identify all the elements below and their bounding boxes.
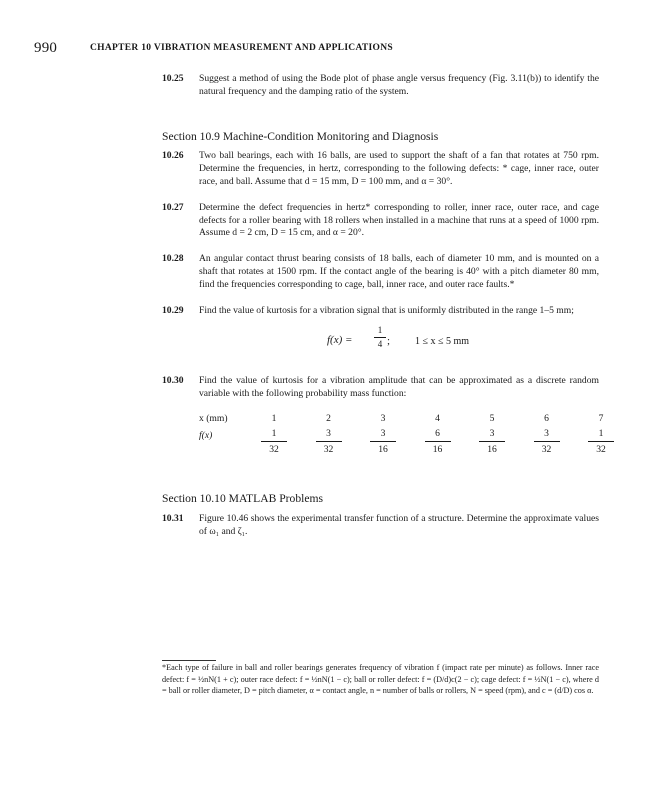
f-value-cell xyxy=(532,428,562,455)
problem-text: An angular contact thrust bearing consists of 18 balls, each of diameter 10 mm, and is mounted on a shaft that rotates at 1500 rpm. If the contact angle of the bearing is 40° with a pitch diameter 80 mm, find the frequencies corresponding to cage, ball, inner race, and outer race faults.* xyxy=(199,253,599,290)
f-denominator: 32 xyxy=(596,443,606,455)
f-denominator: 32 xyxy=(541,443,552,455)
f-fraction-bar xyxy=(261,441,287,442)
fraction-numerator: 1 xyxy=(377,325,383,336)
f-fraction-bar xyxy=(370,441,396,442)
x-value-cell: 4 xyxy=(435,412,440,424)
f-fraction-bar xyxy=(316,441,342,442)
problem-number: 10.30 xyxy=(162,375,184,387)
f-row-label: f(x) xyxy=(199,429,213,441)
footnote-rule xyxy=(162,660,216,661)
problem-number: 10.26 xyxy=(162,150,184,162)
probability-mass-table xyxy=(199,411,606,463)
x-value-cell: 6 xyxy=(544,412,549,424)
fraction-denominator: 4 xyxy=(377,339,383,350)
f-numerator: 1 xyxy=(598,427,604,439)
equation-separator: ; xyxy=(387,335,391,348)
problem-number: 10.29 xyxy=(162,304,184,316)
f-value-cell xyxy=(259,428,289,455)
f-value-cell xyxy=(423,428,453,455)
problem-10-28 xyxy=(162,253,599,291)
f-numerator: 3 xyxy=(489,427,495,439)
x-row-label: x (mm) xyxy=(199,412,228,424)
f-numerator: 3 xyxy=(380,427,386,439)
equation-range: 1 ≤ x ≤ 5 mm xyxy=(415,336,470,348)
f-fraction-bar xyxy=(425,441,451,442)
problems-content xyxy=(162,73,606,551)
problem-number: 10.31 xyxy=(162,512,184,524)
problem-text: Two ball bearings, each with 16 balls, are used to support the shaft of a fan that rotates at 750 rpm. Determine the frequencies, in hertz, corresponding to the following defects: * cage, inner race, outer race, and ball. Assume that d = 15 mm, D = 100 mm, and α = 30°. xyxy=(199,150,599,187)
problem-10-27 xyxy=(162,202,599,240)
problem-number: 10.28 xyxy=(162,253,184,265)
f-numerator: 3 xyxy=(544,427,549,439)
problem-10-29 xyxy=(162,305,599,318)
f-denominator: 32 xyxy=(323,443,334,455)
problem-number: 10.27 xyxy=(162,201,184,213)
fraction-bar xyxy=(374,337,386,338)
problem-text: Figure 10.46 shows the experimental transfer function of a structure. Determine the approximate values of ω₁ and ζ₁. xyxy=(199,512,599,537)
x-value-cell: 5 xyxy=(489,412,495,424)
x-value-cell: 1 xyxy=(271,412,277,424)
page-header xyxy=(34,40,615,60)
section-heading-10-9: Section 10.9 Machine-Condition Monitoring and Diagnosis xyxy=(162,129,439,143)
problem-number: 10.25 xyxy=(162,73,184,84)
problem-10-30 xyxy=(162,375,599,401)
f-value-cell xyxy=(477,428,507,455)
f-value-cell xyxy=(368,428,398,455)
problem-text: Find the value of kurtosis for a vibration signal that is uniformly distributed in the range 1–5 mm; xyxy=(199,304,574,316)
problem-text: Suggest a method of using the Bode plot of phase angle versus frequency (Fig. 3.11(b)) to identify the natural frequency and the damping ratio of the system. xyxy=(199,73,599,97)
x-value-cell: 3 xyxy=(380,412,386,424)
equation-lhs: f(x) = xyxy=(327,334,353,347)
running-title: CHAPTER 10 VIBRATION MEASUREMENT AND APPLICATIONS xyxy=(90,43,393,53)
f-denominator: 16 xyxy=(487,443,497,455)
problem-10-31 xyxy=(162,513,599,539)
problem-10-26 xyxy=(162,150,599,188)
f-fraction-bar xyxy=(534,441,560,442)
f-value-cell xyxy=(314,428,344,455)
f-numerator: 3 xyxy=(326,427,331,439)
problem-text: Find the value of kurtosis for a vibration amplitude that can be approximated as a discrete random variable with the following probability mass function: xyxy=(199,375,599,400)
f-denominator: 16 xyxy=(378,443,388,455)
f-numerator: 1 xyxy=(271,427,277,439)
x-value-cell: 7 xyxy=(598,412,604,424)
f-denominator: 32 xyxy=(269,443,279,455)
uniform-distribution-equation xyxy=(162,325,599,369)
f-numerator: 6 xyxy=(435,427,440,439)
page-number: 990 xyxy=(34,40,58,56)
f-value-cell xyxy=(586,428,616,455)
f-fraction-bar xyxy=(588,441,614,442)
problem-text: Determine the defect frequencies in hertz* corresponding to roller, inner race, outer race, and cage defects for a roller bearing with 18 rollers when installed in a machine that runs at a speed of 1000 rpm. Assume d = 2 cm, D = 15 cm, and α = 20°. xyxy=(199,201,599,239)
problem-10-25 xyxy=(162,73,599,99)
x-value-cell: 2 xyxy=(326,412,331,424)
section-heading-10-10: Section 10.10 MATLAB Problems xyxy=(162,491,324,505)
f-denominator: 16 xyxy=(432,443,443,455)
equation-fraction xyxy=(374,325,386,350)
f-fraction-bar xyxy=(479,441,505,442)
footnote: *Each type of failure in ball and roller bearings generates frequency of vibration f (impact rate per minute) as follows. Inner race defect: f = ½nN(1 + c); outer race defect: f = ½nN(1 − c); ball or roller defect: f = (D/d)c(2 − c); cage defect: f = ½N(1 − c), where d = ball or roller diameter, D = pitch diameter, α = contact angle, n = number of balls or rollers, N = speed (rpm), and c = (d/D) cos α. xyxy=(162,663,599,696)
